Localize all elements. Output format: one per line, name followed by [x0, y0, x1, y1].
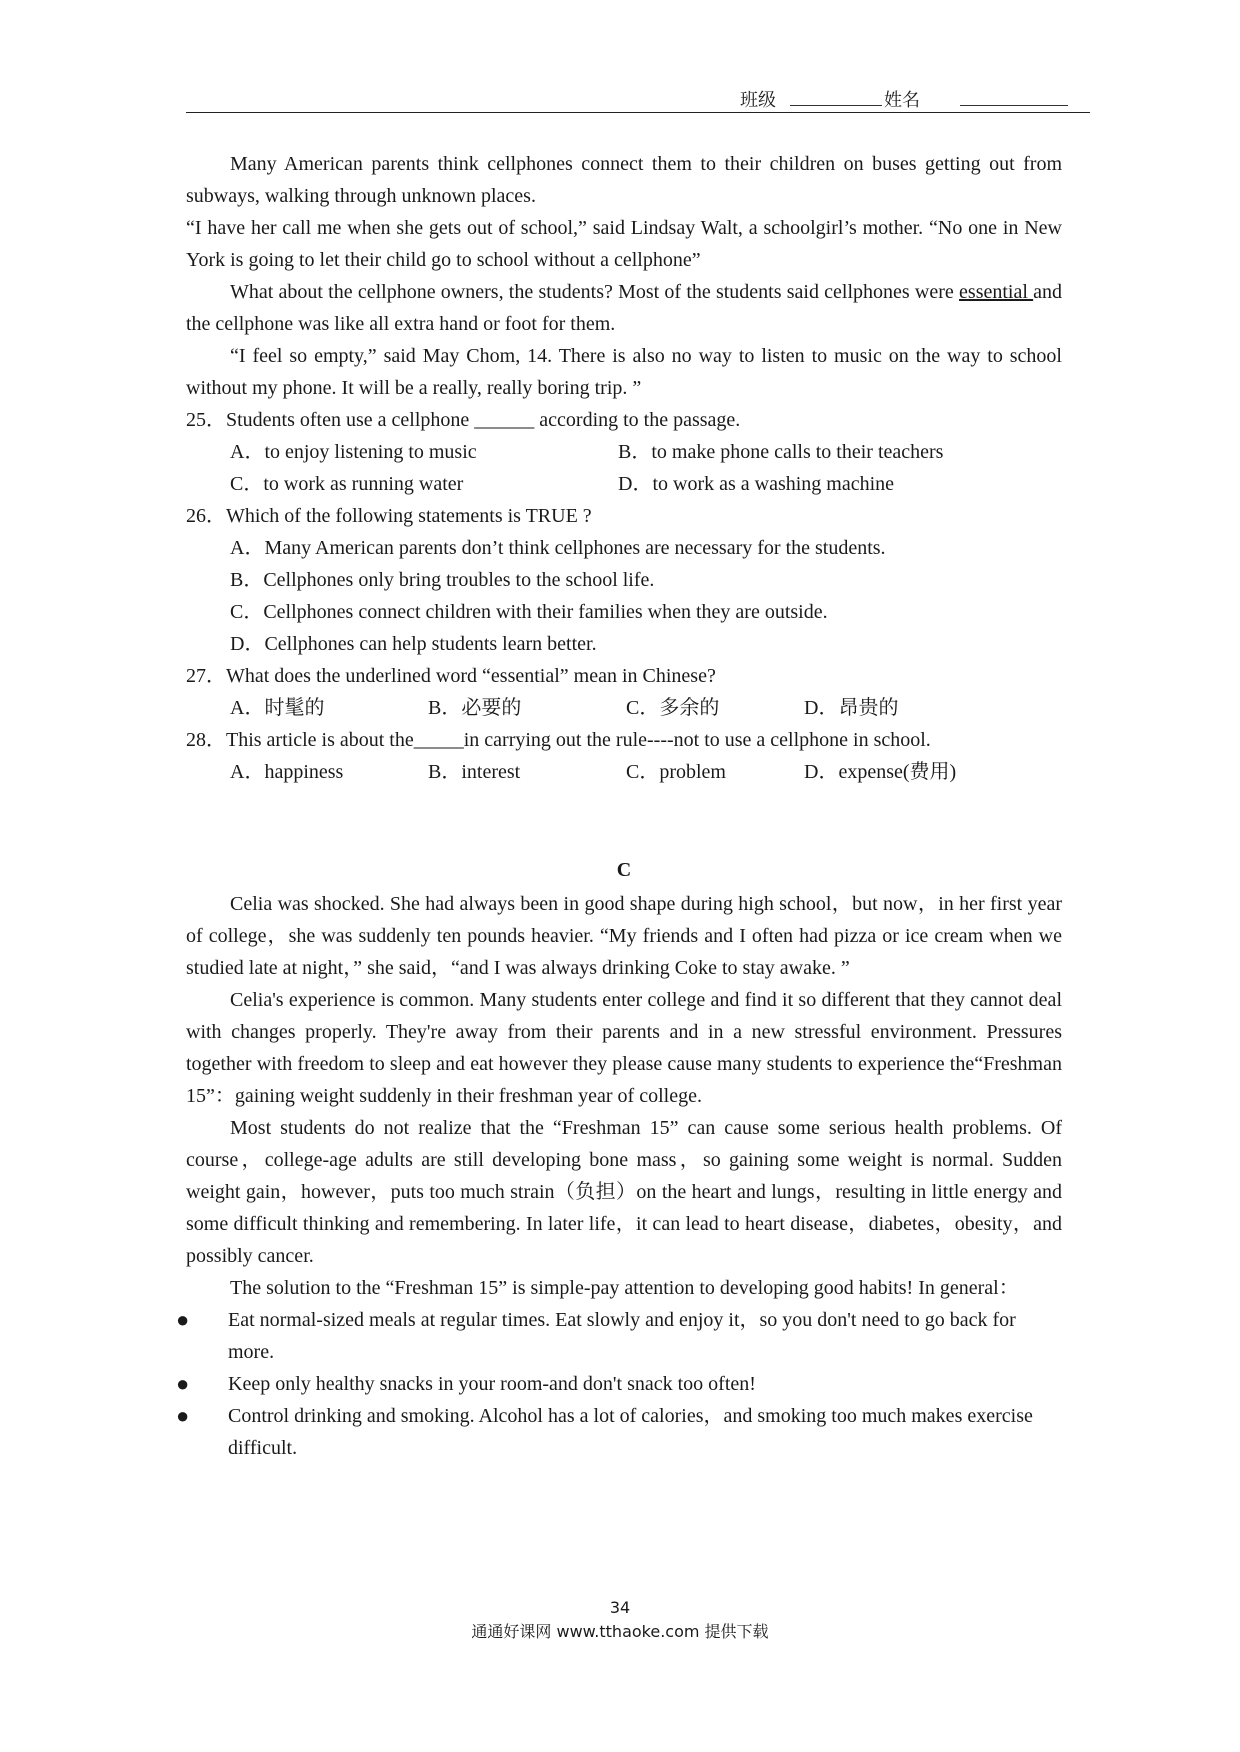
page-footer: [0, 1596, 1240, 1644]
question-25: 25．Students often use a cellphone ______ according to the passage.: [186, 409, 741, 431]
download-source-line: 通通好课网 www.tthaoke.com 提供下载: [471, 1622, 769, 1641]
paragraph: Many American parents think cellphones connect them to their children on buses getting out from subways, walking through unknown places.: [186, 153, 1062, 207]
option: C．problem: [626, 761, 726, 783]
class-name-header: [740, 86, 1068, 112]
option: C．Cellphones connect children with their families when they are outside.: [230, 601, 828, 623]
option: B．to make phone calls to their teachers: [618, 441, 944, 463]
page-content: [176, 148, 1063, 1464]
option: D．expense(费用): [804, 761, 957, 783]
name-label: 姓名: [884, 90, 920, 111]
bullet-icon: ●: [176, 1307, 190, 1332]
option: D．to work as a washing machine: [618, 473, 895, 495]
class-label: 班级: [740, 90, 776, 111]
option: B．必要的: [428, 697, 522, 719]
paragraph: “I feel so empty,” said May Chom, 14. There is also no way to listen to music on the way to school without my phone. It will be a really, really boring trip. ”: [186, 345, 1062, 399]
class-blank: [790, 91, 882, 106]
option: A．to enjoy listening to music: [230, 441, 477, 463]
option: D．昂贵的: [804, 697, 899, 719]
paragraph: “I have her call me when she gets out of school,” said Lindsay Walt, a schoolgirl’s mother. “No one in New York is going to let their child go to school without a cellphone”: [186, 217, 1062, 271]
question-25-options: [186, 436, 1062, 500]
list-item-text: Eat normal-sized meals at regular times. Eat slowly and enjoy it，so you don't need to go back for more.: [228, 1309, 1016, 1363]
list-item-text: Control drinking and smoking. Alcohol has a lot of calories，and smoking too much makes exercise difficult.: [228, 1405, 1033, 1459]
question-26: 26．Which of the following statements is TRUE ?: [186, 505, 592, 527]
question-26-options: [186, 532, 1062, 660]
underlined-word-essential: essential: [959, 281, 1034, 303]
paragraph-text: and the cellphone was like all extra hand or foot for them.: [186, 281, 1063, 335]
question-27: 27．What does the underlined word “essential” mean in Chinese?: [186, 665, 716, 687]
paragraph: Celia's experience is common. Many students enter college and find it so different that they cannot deal with changes properly. They're away from their parents and in a new stressful environment. Pressures together with freedom to sleep and eat however they please cause many students to experience the“Freshman 15”：gaining weight suddenly in their freshman year of college.: [186, 989, 1062, 1107]
header-rule: [186, 112, 1090, 113]
question-28-options: [186, 756, 1062, 788]
paragraph-text: What about the cellphone owners, the students? Most of the students said cellphones were: [230, 281, 954, 303]
bullet-list: [176, 1304, 1062, 1464]
section-title-c: C: [616, 859, 632, 881]
list-item-text: Keep only healthy snacks in your room-and don't snack too often!: [228, 1373, 756, 1395]
name-blank: [960, 91, 1068, 106]
question-27-options: [186, 692, 1062, 724]
section-gap: [186, 788, 1062, 854]
list-item: [176, 1400, 1062, 1464]
option: A．时髦的: [230, 697, 325, 719]
paragraph: Celia was shocked. She had always been in good shape during high school，but now，in her first year of college，she was suddenly ten pounds heavier. “My friends and I often had pizza or ice cream when we studied late at night，” she said，“and I was always drinking Coke to stay awake. ”: [186, 893, 1062, 979]
bullet-icon: ●: [176, 1403, 190, 1428]
option: A．happiness: [230, 761, 344, 783]
question-28: 28．This article is about the_____in carrying out the rule----not to use a cellphone in school.: [186, 729, 931, 751]
option: B．Cellphones only bring troubles to the school life.: [230, 569, 655, 591]
list-item: [176, 1368, 1062, 1400]
paragraph: The solution to the “Freshman 15” is simple-pay attention to developing good habits! In general：: [230, 1277, 1019, 1299]
page-number: 34: [609, 1598, 631, 1617]
list-item: [176, 1304, 1062, 1368]
bullet-icon: ●: [176, 1371, 190, 1396]
paragraph: Most students do not realize that the “Freshman 15” can cause some serious health problems. Of course，college-age adults are still developing bone mass，so gaining some weight is normal. Sudden weight gain，however，puts too much strain（负担）on the heart and lungs，resulting in little energy and some difficult thinking and remembering. In later life，it can lead to heart disease，diabetes，obesity，and possibly cancer.: [186, 1117, 1062, 1267]
option: C．多余的: [626, 697, 720, 719]
option: D．Cellphones can help students learn better.: [230, 633, 597, 655]
option: B．interest: [428, 761, 521, 783]
option: C．to work as running water: [230, 473, 464, 495]
option: A．Many American parents don’t think cellphones are necessary for the students.: [230, 537, 886, 559]
paragraph: [186, 276, 1062, 340]
